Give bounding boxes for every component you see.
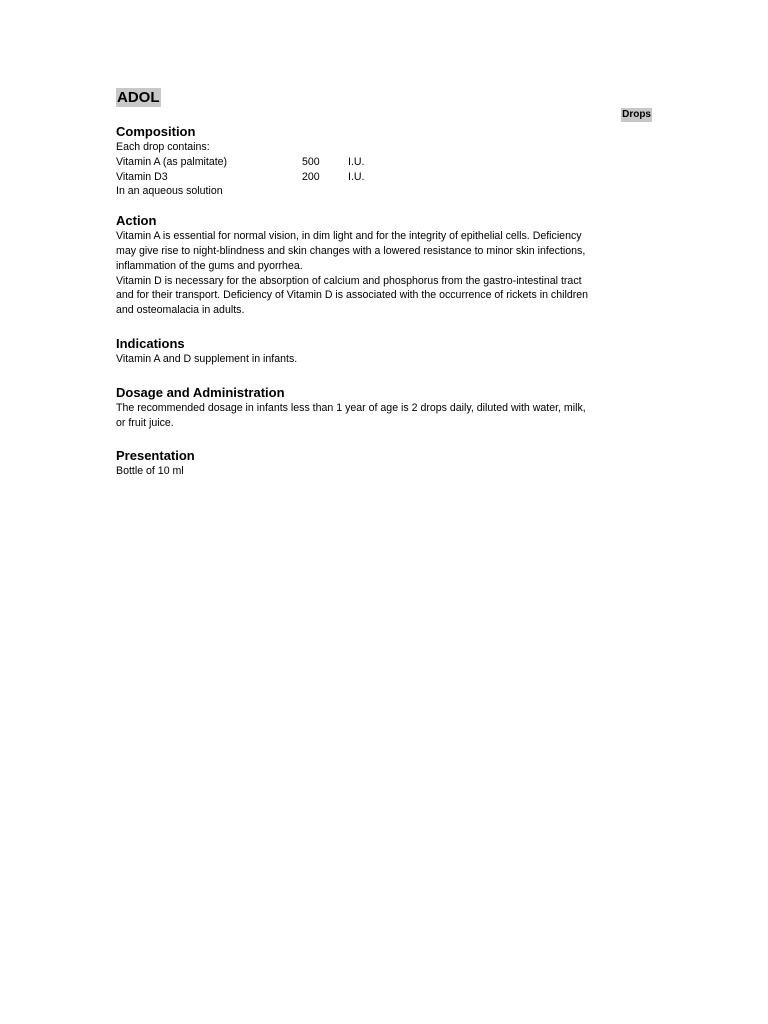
ingredient-name: Vitamin D3	[116, 170, 168, 183]
document-page	[116, 88, 652, 479]
composition-section	[116, 123, 652, 199]
ingredient-amount: 200	[302, 170, 320, 183]
indications-section	[116, 335, 652, 367]
composition-title: Composition	[116, 124, 196, 139]
product-name: ADOL	[117, 89, 160, 106]
dosage-text: The recommended dosage in infants less than 1 year of age is 2 drops daily, diluted with water, milk, or fruit juice.	[116, 401, 586, 429]
composition-intro: Each drop contains:	[116, 141, 210, 153]
ingredient-unit: I.U.	[348, 170, 365, 183]
action-section	[116, 212, 652, 318]
indications-text: Vitamin A and D supplement in infants.	[116, 352, 298, 365]
ingredient-unit: I.U.	[348, 155, 365, 168]
action-paragraph-vitamin-d: Vitamin D is necessary for the absorption of calcium and phosphorus from the gastro-intestinal tract and for their transport. Deficiency of Vitamin D is associated with the occurrence of rickets in children and osteomalacia in adults.	[116, 274, 589, 317]
action-title: Action	[116, 213, 157, 229]
dosage-form-badge: Drops	[622, 109, 651, 120]
composition-note: In an aqueous solution	[116, 185, 223, 198]
action-paragraph-vitamin-a: Vitamin A is essential for normal vision, in dim light and for the integrity of epithelial cells. Deficiency may give rise to night-blindness and skin changes with a lowered resistance to minor skin infections, inflammation of the gums and pyorrhea.	[116, 230, 586, 272]
indications-title: Indications	[116, 335, 185, 351]
presentation-text: Bottle of 10 ml	[116, 465, 184, 478]
ingredient-name: Vitamin A (as palmitate)	[116, 155, 228, 168]
dosage-section	[116, 384, 652, 431]
ingredient-row	[116, 170, 652, 185]
presentation-title: Presentation	[116, 448, 195, 464]
ingredient-row	[116, 155, 652, 170]
ingredient-amount: 500	[302, 155, 320, 168]
dosage-title: Dosage and Administration	[116, 384, 285, 400]
presentation-section	[116, 447, 652, 479]
